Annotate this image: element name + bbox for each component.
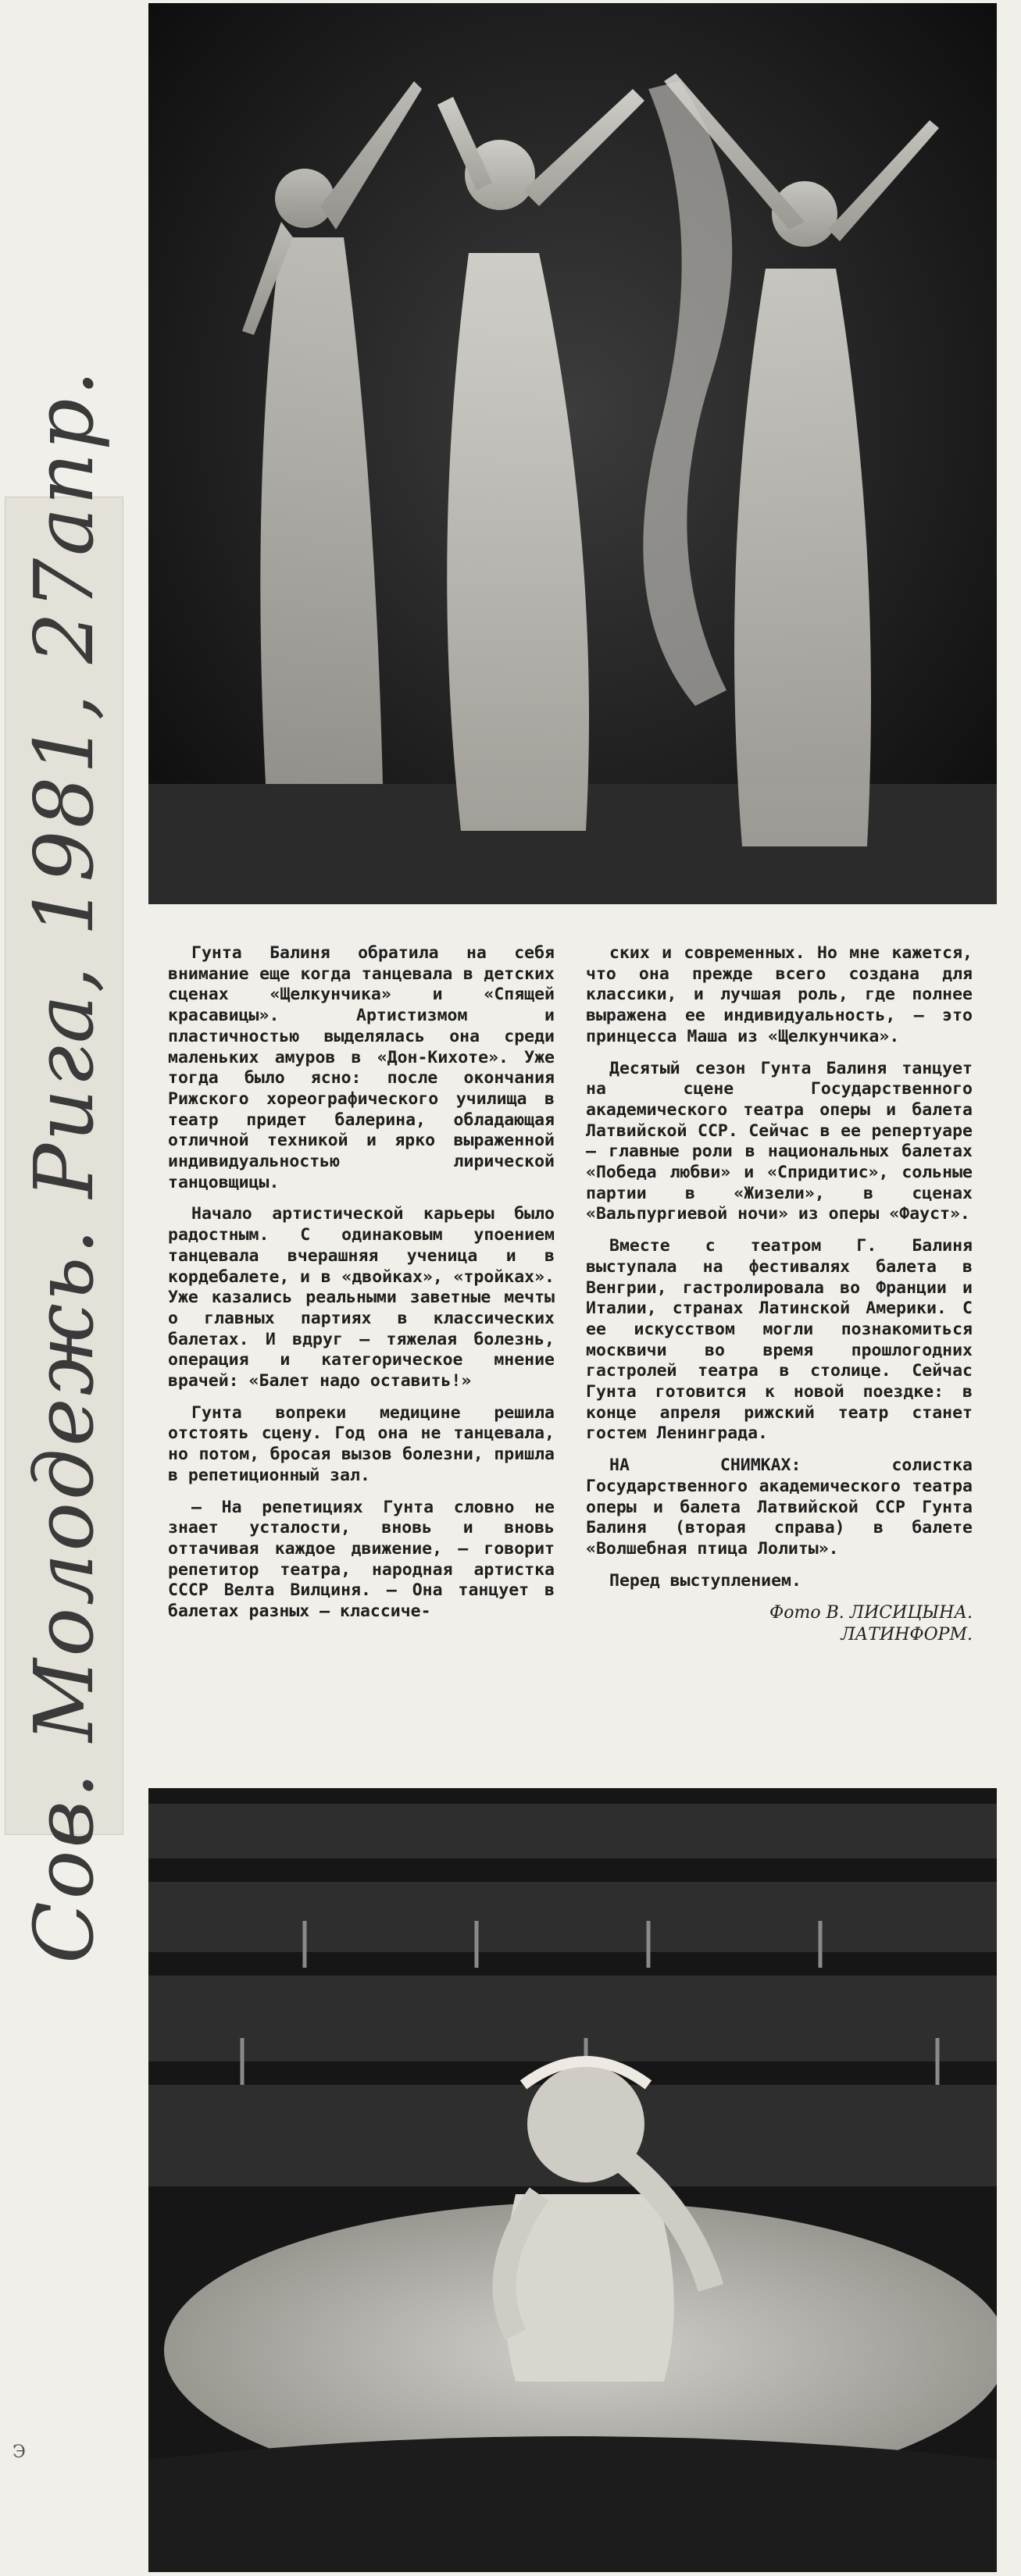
margin-mark: Э (12, 2442, 26, 2462)
article-paragraph: Гунта вопреки медицине решила отстоять сцену. Год она не танцевала, но потом, бросая вызов болезни, пришла в репетиционный зал. (168, 1402, 555, 1485)
photo-caption: НА СНИМКАХ: солистка Государственного академического театра оперы и балета Латвийской ССР Гунта Балиня (вторая справа) в балете «Волшебная птица Лолиты». (586, 1455, 973, 1559)
top-photo-dancers (148, 3, 997, 904)
photo-credit-author: Фото В. ЛИСИЦЫНА. (769, 1603, 973, 1623)
article-paragraph: ских и современных. Но мне кажется, что она прежде всего создана для классики, и лучшая роль, где полнее выражена ее индивидуальность, — это принцесса Маша из «Щелкунчика». (586, 943, 973, 1046)
bottom-photo-ballerina (148, 1788, 997, 2572)
article-paragraph: Вместе с театром Г. Балиня выступала на фестивалях балета в Венгрии, гастролировала во Франции и Италии, странах Латинской Америки. С ее искусством могли познакомиться москвичи во время прошлогодних гастролей театра в столице. Сейчас Гунта готовится к новой поездке: в конце апреля рижский театр станет гостем Ленинграда. (586, 1236, 973, 1444)
article-paragraph: Начало артистической карьеры было радостным. С одинаковым упоением танцевала вчерашняя ученица и в кордебалете, и в «двойках», «тройках». Уже казались реальными заветные мечты о главных партиях в классических балетах. И вдруг — тяжелая болезнь, операция и категорическое мнение врачей: «Балет надо оставить!» (168, 1204, 555, 1391)
photo-caption-second: Перед выступлением. (609, 1570, 801, 1591)
photo-credit-agency: ЛАТИНФОРМ. (841, 1625, 973, 1645)
article-paragraph: — На репетициях Гунта словно не знает усталости, вновь и вновь оттачивая каждое движение, — говорит репетитор театра, народная артистка СССР Велта Вилциня. — Она танцует в балетах разных — классиче- (168, 1497, 555, 1622)
article-body (168, 943, 973, 1755)
handwritten-note-strip (5, 368, 123, 1964)
article-paragraph: Гунта Балиня обратила на себя внимание еще когда танцевала в детских сценах «Щелкунчика» и «Спящей красавицы». Артистизмом и пластичностью выделялась она среди маленьких амуров в «Дон-Кихоте». Уже тогда было ясно: после окончания Рижского хореографического училища в театр придет балерина, обладающая отличной техникой и ярко выраженной индивидуальностью лирической танцовщицы. (168, 943, 555, 1192)
article-left-column (168, 943, 555, 1634)
photo-credit (586, 1602, 973, 1646)
handwritten-note: Сов. Молодежь. Рига, 1981, 27апр. (16, 368, 112, 1964)
article-right-column (586, 943, 973, 1646)
article-paragraph: Десятый сезон Гунта Балиня танцует на сцене Государственного академического театра оперы и балета Латвийской ССР. Сейчас в ее репертуаре — главные роли в национальных балетах «Победа любви» и «Спридитис», сольные партии в «Жизели», в сценах «Вальпургиевой ночи» из оперы «Фауст». (586, 1058, 973, 1224)
